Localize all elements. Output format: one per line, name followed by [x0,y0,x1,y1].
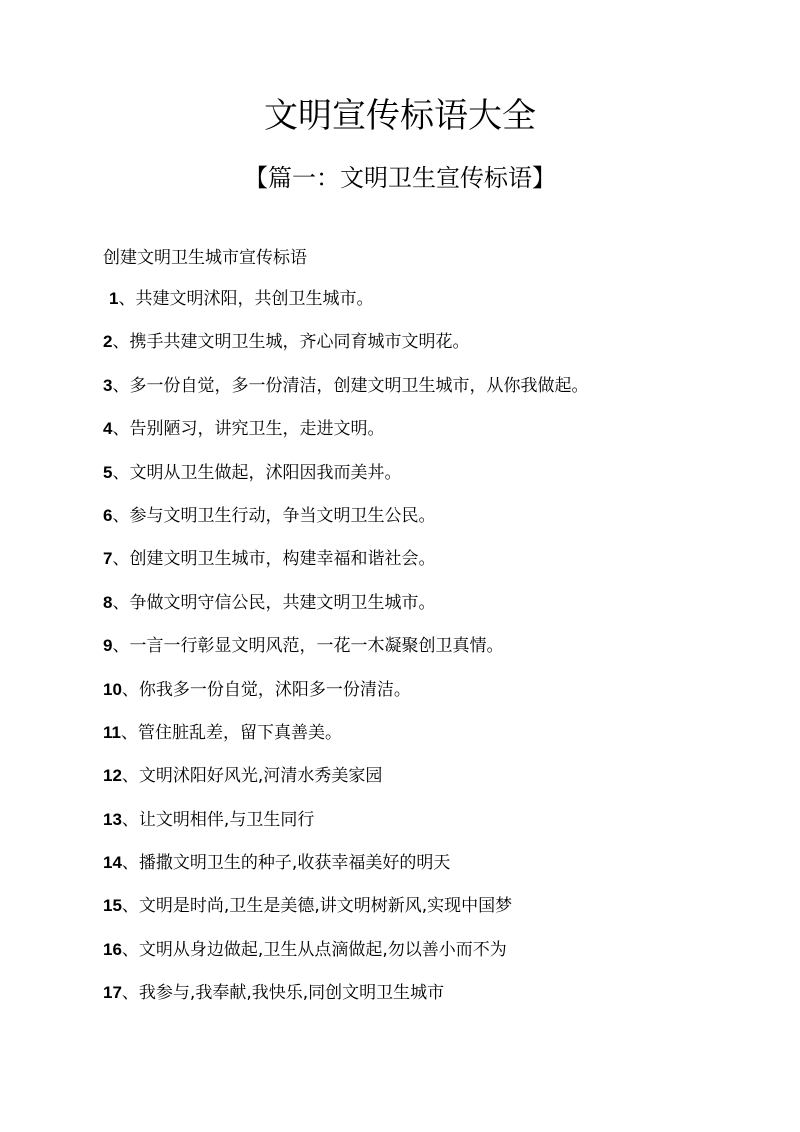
slogan-text: 我参与,我奉献,我快乐,同创文明卫生城市 [138,983,445,1004]
slogan-separator: 、 [112,332,130,353]
slogan-separator: 、 [121,896,139,917]
list-item [103,805,743,848]
slogan-separator: 、 [112,636,130,657]
slogan-text: 告别陋习，讲究卫生，走进文明。 [129,419,385,440]
slogan-separator: 、 [121,939,139,960]
slogan-number: 10 [103,679,122,699]
slogan-text: 一言一行彰显文明风范，一花一木凝聚创卫真情。 [129,636,504,657]
slogan-separator: 、 [112,375,130,396]
slogan-text: 携手共建文明卫生城，齐心同育城市文明花。 [129,332,470,353]
slogan-text: 文明从身边做起,卫生从点滴做起,勿以善小而不为 [138,939,507,960]
list-item [103,371,743,414]
slogan-list [103,284,743,1022]
list-item [103,675,743,718]
slogan-number: 16 [103,939,122,959]
slogan-separator: 、 [112,592,130,613]
slogan-separator: 、 [112,419,130,440]
slogan-number: 1 [109,289,119,308]
list-item [103,978,743,1021]
list-item [103,631,743,674]
slogan-number: 13 [103,809,122,829]
slogan-number: 4 [103,419,113,439]
slogan-separator: 、 [112,462,130,483]
slogan-number: 11 [103,722,121,742]
list-item [103,891,743,934]
slogan-number: 8 [103,592,113,612]
document-subtitle: 【篇一：文明卫生宣传标语】 [244,164,556,192]
section-heading: 创建文明卫生城市宣传标语 [103,248,307,268]
slogan-number: 14 [103,853,122,873]
list-item [103,414,743,457]
slogan-separator: 、 [118,289,136,309]
slogan-number: 5 [103,462,113,482]
slogan-number: 17 [103,983,122,1003]
slogan-separator: 、 [121,983,139,1004]
slogan-text: 文明是时尚,卫生是美德,讲文明树新风,实现中国梦 [138,896,513,917]
slogan-number: 9 [103,636,113,656]
list-item [103,935,743,978]
slogan-text: 共建文明沭阳，共创卫生城市。 [135,289,374,309]
slogan-text: 播撒文明卫生的种子,收获幸福美好的明天 [138,853,451,874]
slogan-text: 多一份自觉，多一份清洁，创建文明卫生城市，从你我做起。 [129,375,589,396]
slogan-number: 7 [103,549,113,569]
slogan-separator: 、 [121,853,139,874]
document-title: 文明宣传标语大全 [264,96,536,136]
slogan-text: 文明从卫生做起，沭阳因我而美丼。 [129,462,402,483]
list-item [103,544,743,587]
slogan-text: 参与文明卫生行动，争当文明卫生公民。 [129,505,436,526]
slogan-number: 12 [103,766,122,786]
slogan-number: 3 [103,375,113,395]
list-item [103,588,743,631]
list-item [103,761,743,804]
slogan-separator: 、 [121,679,139,700]
list-item [103,848,743,891]
slogan-text: 管住脏乱差，留下真善美。 [137,722,342,743]
slogan-separator: 、 [121,809,139,830]
list-item [103,458,743,501]
slogan-text: 争做文明守信公民，共建文明卫生城市。 [129,592,436,613]
slogan-text: 让文明相伴,与卫生同行 [138,809,315,830]
list-item [103,501,743,544]
slogan-text: 文明沭阳好风光,河清水秀美家园 [138,766,383,787]
list-item [103,284,743,327]
slogan-number: 2 [103,332,113,352]
slogan-number: 6 [103,505,113,525]
slogan-text: 你我多一份自觉，沭阳多一份清洁。 [138,679,411,700]
slogan-text: 创建文明卫生城市，构建幸福和谐社会。 [129,549,436,570]
slogan-separator: 、 [121,766,139,787]
list-item [103,327,743,370]
slogan-separator: 、 [112,505,130,526]
slogan-separator: 、 [112,549,130,570]
slogan-number: 15 [103,896,122,916]
list-item [103,718,743,761]
slogan-separator: 、 [120,722,138,743]
